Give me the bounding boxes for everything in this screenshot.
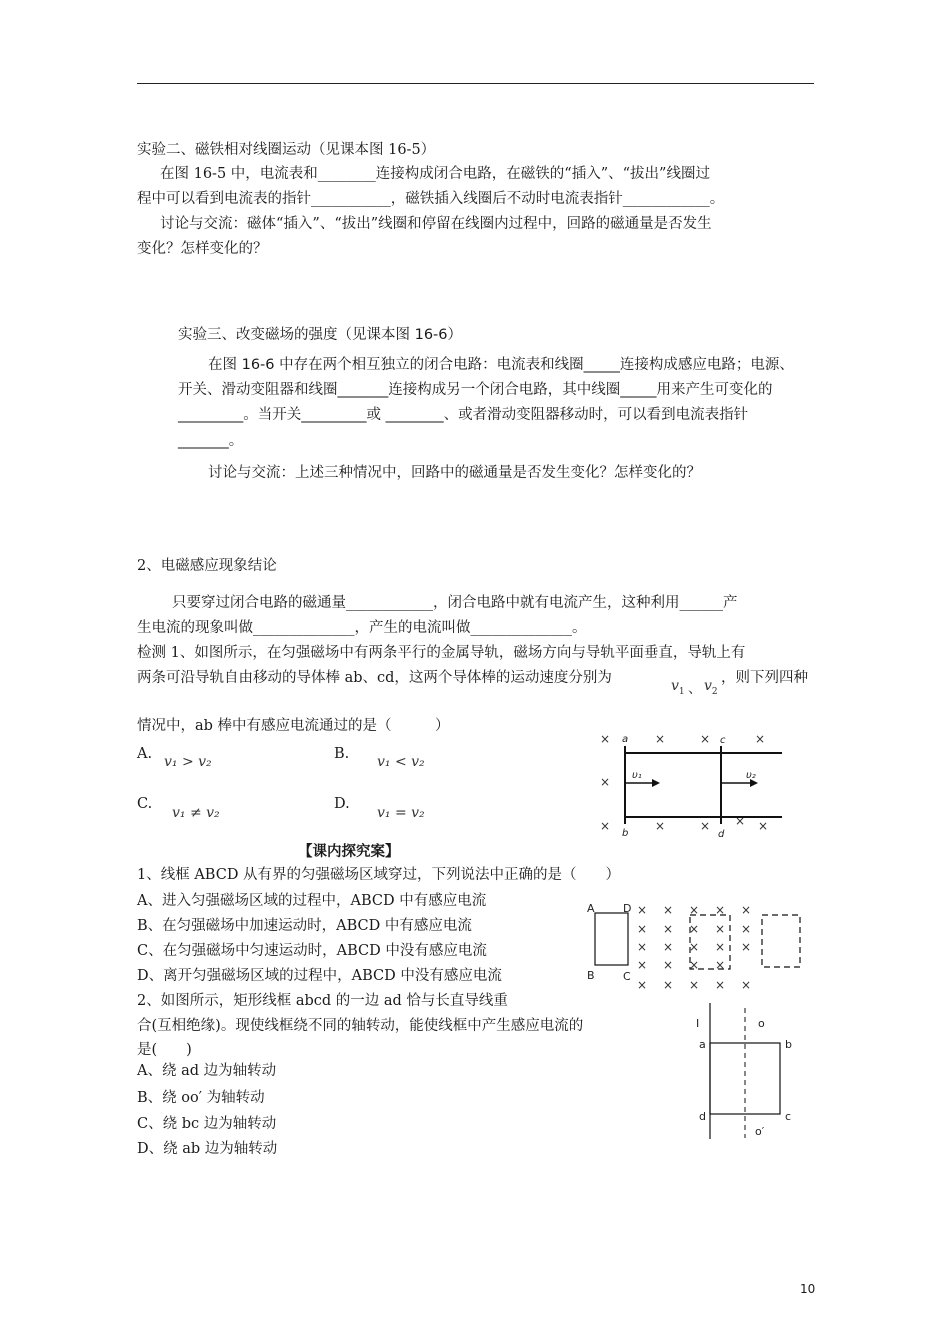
exp3-line5: 讨论与交流：上述三种情况中，回路中的磁通量是否发生变化？怎样变化的？	[208, 465, 701, 481]
explore-heading: 【课内探究案】	[298, 843, 400, 860]
svg-text:×: ×	[700, 819, 711, 833]
label-A: A	[587, 902, 595, 915]
check1-line2-tail: ，则下列四种	[721, 670, 808, 686]
exp3-line3: _________。当开关_________或 ________、或者滑动变阻器移动时，可以看到电流表指针	[178, 407, 749, 423]
svg-text:×: ×	[689, 978, 700, 992]
svg-text:×: ×	[715, 958, 726, 972]
label-a: a	[622, 734, 629, 745]
q2-option-d: D、绕 ab 边为轴转动	[137, 1141, 278, 1157]
label-a2: a	[699, 1038, 706, 1051]
option-b: v₁ < v₂	[377, 754, 425, 770]
check1-line1: 检测 1、如图所示，在匀强磁场中有两条平行的金属导轨，磁场方向与导轨平面垂直，导轨上有	[137, 645, 746, 661]
q2-stem-line1: 2、如图所示，矩形线框 abcd 的一边 ad 恰与长直导线重	[137, 993, 508, 1009]
svg-text:×: ×	[741, 978, 752, 992]
option-c: v₁ ≠ v₂	[172, 805, 220, 821]
svg-text:×: ×	[689, 903, 700, 917]
check1-line3: 情况中，ab 棒中有感应电流通过的是（ ）	[137, 718, 450, 734]
q2-stem-line2: 合(互相绝缘)。现使线框绕不同的轴转动，能使线框中产生感应电流的	[137, 1018, 584, 1034]
svg-text:×: ×	[663, 978, 674, 992]
svg-text:×: ×	[637, 958, 648, 972]
q2-option-a: A、绕 ad 边为轴转动	[137, 1063, 277, 1079]
svg-text:×: ×	[663, 958, 674, 972]
exp3-title: 实验三、改变磁场的强度（见课本图 16-6）	[178, 327, 463, 343]
q2-option-c: C、绕 bc 边为轴转动	[137, 1116, 277, 1132]
svg-text:×: ×	[655, 732, 666, 746]
svg-text:×: ×	[637, 903, 648, 917]
conclusion-line1: 只要穿过闭合电路的磁通量____________，闭合电路中就有电流产生，这种利用______产	[172, 595, 738, 611]
label-u2: υ₂	[746, 770, 756, 781]
exp2-line1: 在图 16-5 中，电流表和________连接构成闭合电路，在磁铁的“插入”、“拔出”线圈过	[160, 166, 710, 182]
exp2-line2: 程中可以看到电流表的指针___________，磁铁插入线圈后不动时电流表指针____________。	[137, 191, 725, 207]
svg-text:×: ×	[758, 819, 769, 833]
label-u1: υ₁	[632, 770, 642, 781]
conclusion-title: 2、电磁感应现象结论	[137, 558, 277, 574]
q2-stem-line3: 是( )	[137, 1042, 192, 1058]
page-number: 10	[800, 1282, 816, 1296]
label-B: B	[587, 969, 595, 982]
conclusion-line2: 生电流的现象叫做______________，产生的电流叫做______________。	[137, 620, 587, 636]
svg-text:×: ×	[741, 922, 752, 936]
svg-text:×: ×	[715, 978, 726, 992]
svg-text:×: ×	[715, 903, 726, 917]
q1-stem: 1、线框 ABCD 从有界的匀强磁场区域穿过，下列说法中正确的是（ ）	[137, 867, 621, 883]
svg-text:×: ×	[655, 819, 666, 833]
label-c: c	[720, 735, 726, 746]
q1-option-d: D、离开匀强磁场区域的过程中，ABCD 中没有感应电流	[137, 968, 502, 984]
svg-text:×: ×	[755, 732, 766, 746]
svg-text:×: ×	[663, 940, 674, 954]
frame-field-figure	[585, 898, 815, 993]
option-a-label: A.	[137, 746, 153, 762]
header-rule	[137, 83, 814, 84]
q2-option-b: B、绕 oo′ 为轴转动	[137, 1090, 265, 1106]
option-d-label: D.	[334, 796, 350, 812]
svg-text:×: ×	[637, 978, 648, 992]
svg-text:×: ×	[741, 940, 752, 954]
exp3-line4: _______。	[178, 433, 244, 449]
rails-figure	[590, 728, 790, 843]
option-d: v₁ = v₂	[377, 805, 425, 821]
check1-sep: 、	[688, 681, 702, 697]
label-c2: c	[785, 1110, 792, 1123]
field-crosses-2	[637, 903, 751, 992]
svg-text:×: ×	[689, 922, 700, 936]
q1-option-b: B、在匀强磁场中加速运动时，ABCD 中有感应电流	[137, 918, 472, 934]
q1-option-a: A、进入匀强磁场区域的过程中，ABCD 中有感应电流	[137, 893, 487, 909]
svg-text:×: ×	[715, 922, 726, 936]
label-d2: d	[699, 1110, 706, 1123]
exp2-line4: 变化？怎样变化的？	[137, 241, 268, 257]
svg-text:×: ×	[600, 819, 611, 833]
exp3-line2: 开关、滑动变阻器和线圈_______连接构成另一个闭合电路，其中线圈_____用来产生可变化的	[178, 382, 773, 398]
label-o-prime: o′	[755, 1125, 765, 1138]
svg-text:×: ×	[637, 922, 648, 936]
q1-option-c: C、在匀强磁场中匀速运动时，ABCD 中没有感应电流	[137, 943, 487, 959]
exp2-title: 实验二、磁铁相对线圈运动（见课本图 16-5）	[137, 142, 436, 158]
option-b-label: B.	[334, 746, 350, 762]
check1-v2: $v_2$	[704, 678, 718, 697]
exp2-line3: 讨论与交流：磁体“插入”、“拔出”线圈和停留在线圈内过程中，回路的磁通量是否发生	[160, 216, 712, 232]
option-c-label: C.	[137, 796, 153, 812]
label-D: D	[623, 902, 632, 915]
svg-text:×: ×	[735, 814, 746, 828]
label-C: C	[623, 970, 631, 983]
option-a: v₁ > v₂	[164, 754, 212, 770]
label-I: I	[696, 1017, 700, 1030]
svg-text:×: ×	[600, 775, 611, 789]
frame-outside-field	[762, 915, 800, 967]
label-d: d	[718, 829, 725, 840]
svg-text:×: ×	[689, 958, 700, 972]
label-o: o	[758, 1017, 765, 1030]
wire-frame-figure	[690, 1003, 800, 1143]
check1-v1: $v_1$	[671, 678, 685, 697]
svg-text:×: ×	[663, 922, 674, 936]
svg-text:×: ×	[663, 903, 674, 917]
svg-text:×: ×	[715, 940, 726, 954]
label-b2: b	[785, 1038, 792, 1051]
svg-text:×: ×	[741, 903, 752, 917]
svg-text:×: ×	[600, 732, 611, 746]
svg-text:×: ×	[689, 940, 700, 954]
svg-text:×: ×	[637, 940, 648, 954]
exp3-line1: 在图 16-6 中存在两个相互独立的闭合电路：电流表和线圈_____连接构成感应电路；电源、	[208, 357, 794, 373]
check1-line2: 两条可沿导轨自由移动的导体棒 ab、cd，这两个导体棒的运动速度分别为	[137, 670, 612, 686]
svg-text:×: ×	[700, 732, 711, 746]
label-b: b	[622, 828, 629, 839]
frame-abcd	[595, 913, 628, 965]
